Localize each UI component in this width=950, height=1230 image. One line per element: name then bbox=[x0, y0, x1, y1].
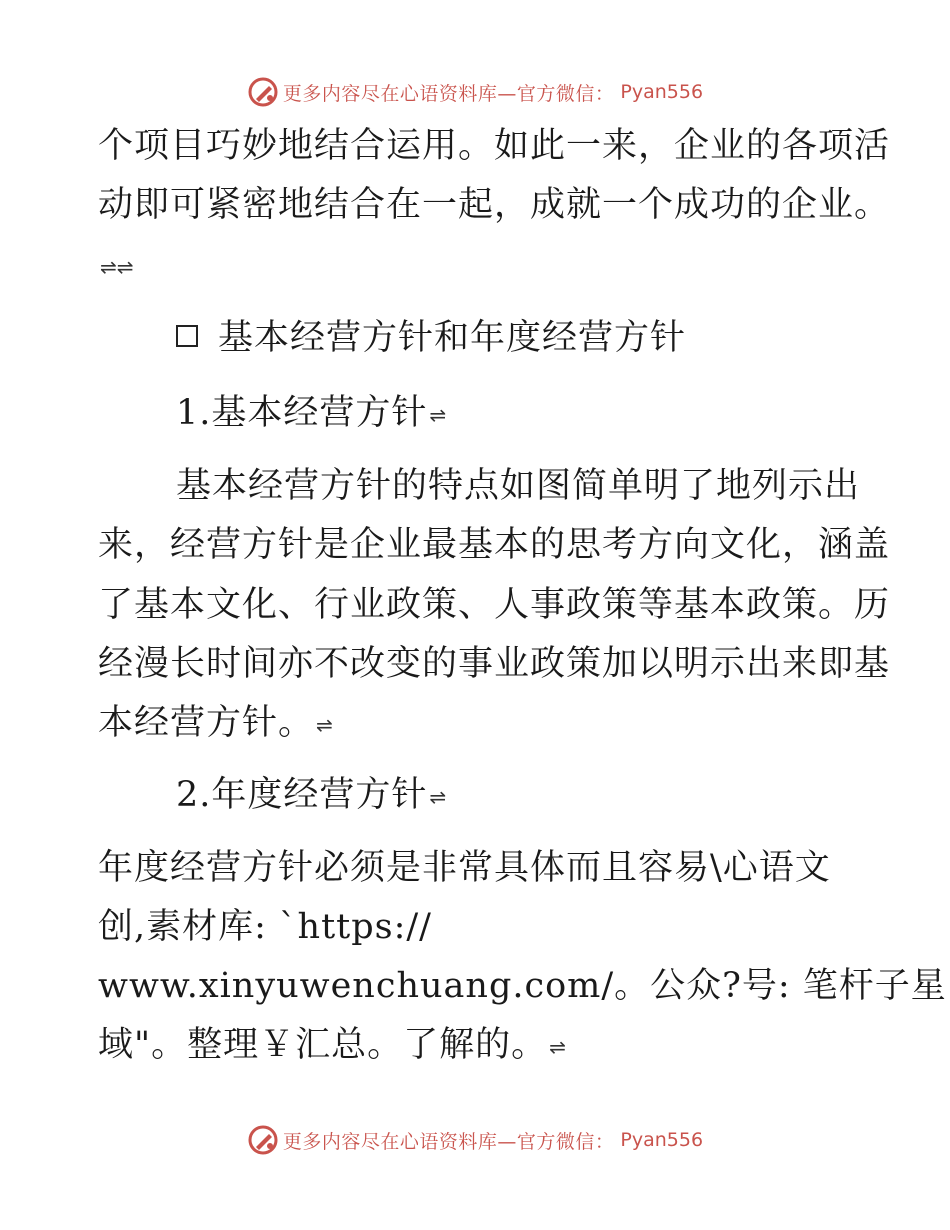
paragraph-mark-icon: ⇌ bbox=[116, 254, 132, 279]
paragraph-mark-line bbox=[98, 245, 132, 287]
paragraph-text: 本经营方针。 bbox=[98, 703, 315, 743]
paragraph-mark-icon: ⇌ bbox=[316, 712, 331, 737]
paragraph-mark-icon: ⇌ bbox=[100, 254, 115, 279]
header-banner bbox=[0, 70, 950, 114]
checkbox-icon bbox=[176, 325, 198, 347]
paragraph-mark-icon: ⇌ bbox=[429, 402, 445, 427]
paragraph-line: 动即可紧密地结合在一起，成就一个成功的企业。 bbox=[98, 185, 891, 225]
paragraph-line bbox=[98, 703, 331, 745]
paragraph-line: 年度经营方针必须是非常具体而且容易\心语文 bbox=[98, 848, 831, 888]
paragraph-line: 经漫长时间亦不改变的事业政策加以明示出来即基 bbox=[98, 644, 891, 684]
paragraph-line: 个项目巧妙地结合运用。如此一来，企业的各项活 bbox=[98, 126, 891, 166]
paragraph-text: 域"。整理￥汇总。了解的。 bbox=[98, 1025, 548, 1065]
banner-wechat-id: Pyan556 bbox=[620, 81, 704, 103]
section-heading-text: 基本经营方针和年度经营方针 bbox=[218, 318, 687, 358]
pen-logo-icon bbox=[247, 1124, 279, 1156]
paragraph-line: 来，经营方针是企业最基本的思考方向文化，涵盖 bbox=[98, 525, 891, 565]
banner-text: 更多内容尽在心语资料库—官方微信： bbox=[282, 82, 615, 105]
pen-logo-icon bbox=[247, 76, 279, 108]
footer-banner bbox=[0, 1118, 950, 1162]
paragraph-line bbox=[98, 1025, 564, 1067]
banner-text: 更多内容尽在心语资料库—官方微信： bbox=[282, 1130, 615, 1153]
subheading bbox=[176, 775, 444, 817]
paragraph-line: www.xinyuwenchuang.com/。公众?号: 笔杆子星 bbox=[98, 966, 947, 1006]
paragraph-line: 了基本文化、行业政策、人事政策等基本政策。历 bbox=[98, 585, 891, 625]
paragraph-line: 基本经营方针的特点如图简单明了地列示出 bbox=[176, 466, 861, 506]
paragraph-line: 创,素材库: `https:// bbox=[98, 907, 432, 947]
subheading-text: 2.年度经营方针 bbox=[176, 775, 428, 815]
subheading bbox=[176, 393, 444, 435]
paragraph-mark-icon: ⇌ bbox=[549, 1034, 564, 1059]
banner-wechat-id: Pyan556 bbox=[620, 1129, 704, 1151]
paragraph-mark-icon: ⇌ bbox=[429, 784, 445, 809]
subheading-text: 1.基本经营方针 bbox=[176, 393, 428, 433]
section-heading bbox=[176, 318, 686, 358]
